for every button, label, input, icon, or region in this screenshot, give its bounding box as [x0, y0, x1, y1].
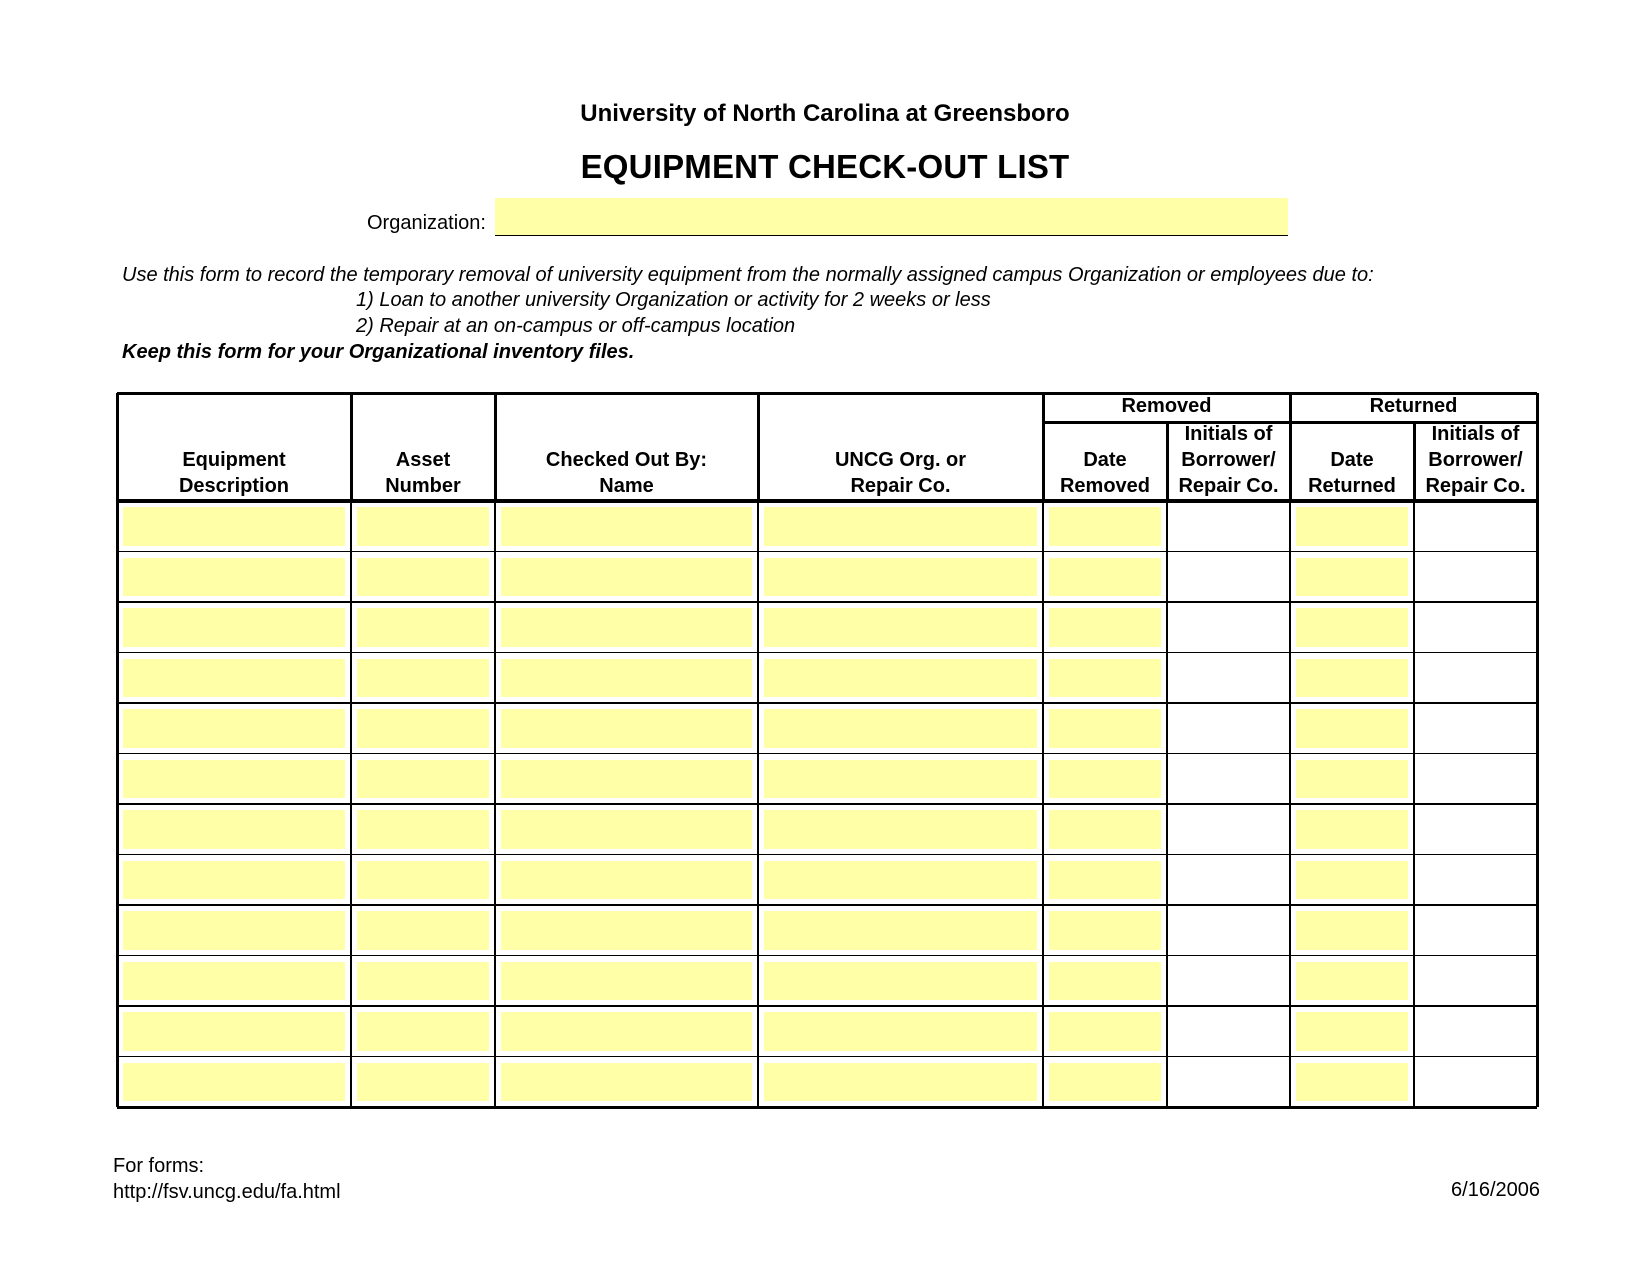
column-header-line: Asset	[395, 449, 451, 471]
cell-asset[interactable]	[357, 962, 489, 1001]
cell-initials_removed[interactable]	[1173, 760, 1284, 799]
page-title: EQUIPMENT CHECK-OUT LIST	[580, 148, 1070, 185]
cell-date_removed[interactable]	[1049, 861, 1161, 900]
cell-checked_out_by[interactable]	[501, 760, 752, 799]
cell-equipment[interactable]	[123, 962, 345, 1001]
table-border-top	[117, 392, 1537, 395]
cell-equipment[interactable]	[123, 608, 345, 647]
cell-org[interactable]	[764, 709, 1037, 748]
cell-initials_returned[interactable]	[1420, 861, 1531, 900]
cell-date_returned[interactable]	[1296, 861, 1408, 900]
column-divider-header	[757, 393, 760, 501]
column-header-line: Checked Out By:	[545, 449, 708, 471]
table-border-bottom	[117, 1106, 1537, 1109]
column-header-label	[1178, 421, 1278, 499]
cell-org[interactable]	[764, 911, 1037, 950]
cell-initials_removed[interactable]	[1173, 558, 1284, 597]
cell-checked_out_by[interactable]	[501, 709, 752, 748]
row-divider	[117, 904, 1537, 906]
column-header-line: Number	[385, 475, 461, 497]
row-divider	[117, 803, 1537, 805]
cell-equipment[interactable]	[123, 558, 345, 597]
column-header-initials_returned	[1414, 422, 1537, 501]
cell-initials_removed[interactable]	[1173, 709, 1284, 748]
cell-date_returned[interactable]	[1296, 507, 1408, 546]
column-header-label	[1425, 421, 1525, 499]
cell-org[interactable]	[764, 810, 1037, 849]
cell-asset[interactable]	[357, 1012, 489, 1051]
cell-date_returned[interactable]	[1296, 608, 1408, 647]
cell-equipment[interactable]	[123, 861, 345, 900]
cell-asset[interactable]	[357, 861, 489, 900]
column-header-line: Returned	[1308, 475, 1396, 497]
column-header-line: Name	[599, 475, 654, 497]
cell-initials_returned[interactable]	[1420, 1063, 1531, 1102]
cell-initials_removed[interactable]	[1173, 1063, 1284, 1102]
cell-checked_out_by[interactable]	[501, 558, 752, 597]
cell-date_returned[interactable]	[1296, 760, 1408, 799]
column-divider-header	[1042, 393, 1045, 501]
cell-asset[interactable]	[357, 659, 489, 698]
cell-checked_out_by[interactable]	[501, 861, 752, 900]
cell-initials_removed[interactable]	[1173, 861, 1284, 900]
cell-equipment[interactable]	[123, 1012, 345, 1051]
cell-date_removed[interactable]	[1049, 810, 1161, 849]
row-divider	[117, 601, 1537, 603]
cell-initials_returned[interactable]	[1420, 558, 1531, 597]
column-header-checked_out_by	[495, 393, 758, 501]
cell-date_removed[interactable]	[1049, 1012, 1161, 1051]
cell-date_removed[interactable]	[1049, 962, 1161, 1001]
column-header-initials_removed	[1167, 422, 1290, 501]
cell-date_returned[interactable]	[1296, 962, 1408, 1001]
column-header-label	[385, 447, 461, 499]
cell-initials_removed[interactable]	[1173, 911, 1284, 950]
cell-asset[interactable]	[357, 608, 489, 647]
cell-initials_returned[interactable]	[1420, 1012, 1531, 1051]
cell-equipment[interactable]	[123, 507, 345, 546]
column-header-line: Initials of	[1184, 423, 1273, 445]
cell-asset[interactable]	[357, 810, 489, 849]
instruction-item-repair: 2) Repair at an on-campus or off-campus location	[356, 315, 796, 337]
column-divider-header	[350, 393, 353, 501]
cell-date_removed[interactable]	[1049, 507, 1161, 546]
column-header-asset	[351, 393, 495, 501]
column-header-line: Initials of	[1431, 423, 1520, 445]
cell-checked_out_by[interactable]	[501, 659, 752, 698]
column-header-date_returned	[1290, 422, 1414, 501]
cell-org[interactable]	[764, 1063, 1037, 1102]
column-header-label	[1308, 447, 1396, 499]
cell-org[interactable]	[764, 507, 1037, 546]
cell-date_returned[interactable]	[1296, 659, 1408, 698]
cell-checked_out_by[interactable]	[501, 962, 752, 1001]
cell-initials_returned[interactable]	[1420, 911, 1531, 950]
cell-initials_removed[interactable]	[1173, 962, 1284, 1001]
cell-checked_out_by[interactable]	[501, 507, 752, 546]
row-divider	[117, 551, 1537, 553]
row-divider	[117, 1056, 1537, 1058]
column-header-line: Description	[178, 475, 290, 497]
column-header-label	[1060, 447, 1150, 499]
cell-initials_returned[interactable]	[1420, 608, 1531, 647]
column-divider-header	[1289, 393, 1292, 501]
column-header-line: Repair Co.	[1178, 475, 1279, 497]
cell-initials_removed[interactable]	[1173, 659, 1284, 698]
cell-asset[interactable]	[357, 507, 489, 546]
cell-checked_out_by[interactable]	[501, 608, 752, 647]
university-name: University of North Carolina at Greensboro	[580, 100, 1070, 127]
row-divider	[117, 652, 1537, 654]
cell-equipment[interactable]	[123, 1063, 345, 1102]
row-divider	[117, 702, 1537, 704]
column-header-line: Equipment	[182, 449, 286, 471]
cell-checked_out_by[interactable]	[501, 911, 752, 950]
instruction-item-loan: 1) Loan to another university Organization or activity for 2 weeks or less	[356, 289, 991, 311]
column-header-line: Date	[1330, 449, 1374, 471]
column-header-equipment	[117, 393, 351, 501]
cell-equipment[interactable]	[123, 709, 345, 748]
cell-org[interactable]	[764, 558, 1037, 597]
column-divider-header	[1166, 422, 1169, 501]
keep-notice: Keep this form for your Organizational inventory files.	[122, 341, 635, 363]
column-header-label	[835, 447, 966, 499]
cell-initials_returned[interactable]	[1420, 659, 1531, 698]
group-header-removed: Removed	[1121, 395, 1212, 417]
column-divider-header	[1413, 422, 1416, 501]
column-header-line: Removed	[1059, 475, 1151, 497]
cell-date_returned[interactable]	[1296, 709, 1408, 748]
column-header-line: Borrower/	[1181, 449, 1276, 471]
cell-initials_returned[interactable]	[1420, 962, 1531, 1001]
column-header-line: Date	[1083, 449, 1127, 471]
cell-equipment[interactable]	[123, 810, 345, 849]
column-header-line: Borrower/	[1428, 449, 1523, 471]
cell-initials_removed[interactable]	[1173, 608, 1284, 647]
column-header-line: Repair Co.	[1425, 475, 1526, 497]
column-header-line: UNCG Org. or	[834, 449, 967, 471]
cell-org[interactable]	[764, 1012, 1037, 1051]
cell-equipment[interactable]	[123, 659, 345, 698]
cell-date_removed[interactable]	[1049, 659, 1161, 698]
footer-url[interactable]: http://fsv.uncg.edu/fa.html	[113, 1181, 341, 1203]
cell-checked_out_by[interactable]	[501, 1063, 752, 1102]
cell-initials_returned[interactable]	[1420, 507, 1531, 546]
column-header-date_removed	[1043, 422, 1167, 501]
row-divider	[117, 955, 1537, 957]
cell-asset[interactable]	[357, 760, 489, 799]
cell-equipment[interactable]	[123, 911, 345, 950]
column-header-line: Repair Co.	[850, 475, 951, 497]
cell-asset[interactable]	[357, 709, 489, 748]
cell-date_returned[interactable]	[1296, 1012, 1408, 1051]
cell-date_removed[interactable]	[1049, 558, 1161, 597]
cell-org[interactable]	[764, 962, 1037, 1001]
cell-initials_returned[interactable]	[1420, 760, 1531, 799]
cell-date_removed[interactable]	[1049, 1063, 1161, 1102]
cell-date_removed[interactable]	[1049, 608, 1161, 647]
column-header-org	[758, 393, 1043, 501]
footer-date: 6/16/2006	[1451, 1179, 1540, 1201]
cell-date_returned[interactable]	[1296, 1063, 1408, 1102]
cell-checked_out_by[interactable]	[501, 810, 752, 849]
cell-checked_out_by[interactable]	[501, 1012, 752, 1051]
column-header-label	[546, 447, 707, 499]
cell-date_removed[interactable]	[1049, 911, 1161, 950]
cell-org[interactable]	[764, 608, 1037, 647]
row-divider	[117, 1005, 1537, 1007]
group-header-returned: Returned	[1369, 395, 1458, 417]
cell-asset[interactable]	[357, 911, 489, 950]
cell-date_removed[interactable]	[1049, 760, 1161, 799]
cell-date_removed[interactable]	[1049, 709, 1161, 748]
cell-date_returned[interactable]	[1296, 558, 1408, 597]
cell-initials_removed[interactable]	[1173, 507, 1284, 546]
cell-asset[interactable]	[357, 558, 489, 597]
footer-label: For forms:	[113, 1155, 205, 1177]
header-divider	[117, 499, 1537, 503]
cell-initials_returned[interactable]	[1420, 810, 1531, 849]
cell-org[interactable]	[764, 760, 1037, 799]
row-divider	[117, 854, 1537, 856]
cell-initials_removed[interactable]	[1173, 1012, 1284, 1051]
checkout-table	[117, 393, 1537, 1107]
cell-date_returned[interactable]	[1296, 911, 1408, 950]
cell-org[interactable]	[764, 659, 1037, 698]
organization-label: Organization:	[367, 212, 486, 234]
cell-org[interactable]	[764, 861, 1037, 900]
cell-date_returned[interactable]	[1296, 810, 1408, 849]
column-divider-header	[494, 393, 497, 501]
cell-initials_returned[interactable]	[1420, 709, 1531, 748]
column-header-label	[179, 447, 289, 499]
cell-initials_removed[interactable]	[1173, 810, 1284, 849]
organization-field[interactable]	[495, 198, 1288, 236]
cell-asset[interactable]	[357, 1063, 489, 1102]
instructions-intro: Use this form to record the temporary removal of university equipment from the normally assigned campus Organization or employees due to:	[122, 264, 1374, 286]
cell-equipment[interactable]	[123, 760, 345, 799]
row-divider	[117, 753, 1537, 755]
